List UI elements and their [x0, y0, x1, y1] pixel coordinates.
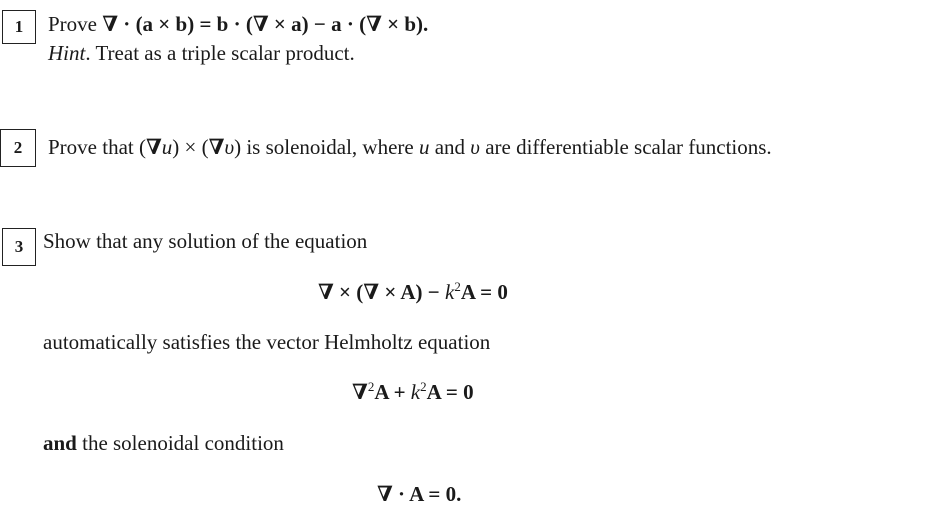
problem-number-3: 3 — [2, 228, 36, 266]
p2-mid: ) × ( — [172, 135, 209, 159]
problem-3-middle-text: automatically satisfies the vector Helmholtz equation — [43, 330, 491, 354]
eq2-sup2: 2 — [420, 379, 427, 394]
problem-1-expression: ∇ · (a × b) = b · (∇ × a) − a · (∇ × b). — [102, 12, 429, 36]
eq1-sup: 2 — [454, 279, 461, 294]
eq1-k: k — [445, 280, 455, 304]
p2-nabla-1: ∇ — [145, 135, 162, 159]
eq2-part2: A = 0 — [426, 380, 474, 404]
equation-divergence: ∇ · A = 0. — [377, 482, 462, 506]
problem-2-statement — [48, 137, 772, 158]
p2-nabla-2: ∇ — [208, 135, 225, 159]
eq1-rhs: A = 0 — [460, 280, 508, 304]
p2-v-1: υ — [224, 135, 235, 159]
p2-text-before: Prove that ( — [48, 135, 146, 159]
problem-1-statement — [48, 14, 428, 35]
problem-1-hint — [48, 43, 355, 64]
eq2-k: k — [410, 380, 421, 404]
problem-1-prefix: Prove — [48, 12, 103, 36]
p2-text-after: ) is solenoidal, where — [234, 135, 419, 159]
eq2-part1: A + — [374, 380, 411, 404]
problem-number-2: 2 — [0, 129, 36, 167]
solenoidal-condition-text: the solenoidal condition — [76, 431, 284, 455]
eq2-sup1: 2 — [367, 379, 375, 394]
hint-label: Hint — [48, 41, 86, 65]
eq1-lhs: ∇ × (∇ × A) − — [318, 280, 446, 304]
p2-v-2: υ — [470, 135, 480, 159]
eq2-nabla: ∇ — [352, 380, 368, 404]
problem-3-intro: Show that any solution of the equation — [43, 229, 368, 253]
equation-helmholtz — [352, 379, 474, 404]
p2-and: and — [429, 135, 471, 159]
and-word: and — [43, 431, 77, 455]
p2-u-1: u — [161, 135, 173, 159]
equation-curl-curl — [318, 279, 508, 304]
hint-text: . Treat as a triple scalar product. — [85, 41, 355, 65]
p2-text-end: are differentiable scalar functions. — [479, 135, 772, 159]
problem-3-tail-text — [43, 433, 284, 454]
problem-number-1: 1 — [2, 10, 36, 44]
p2-u-2: u — [418, 135, 430, 159]
